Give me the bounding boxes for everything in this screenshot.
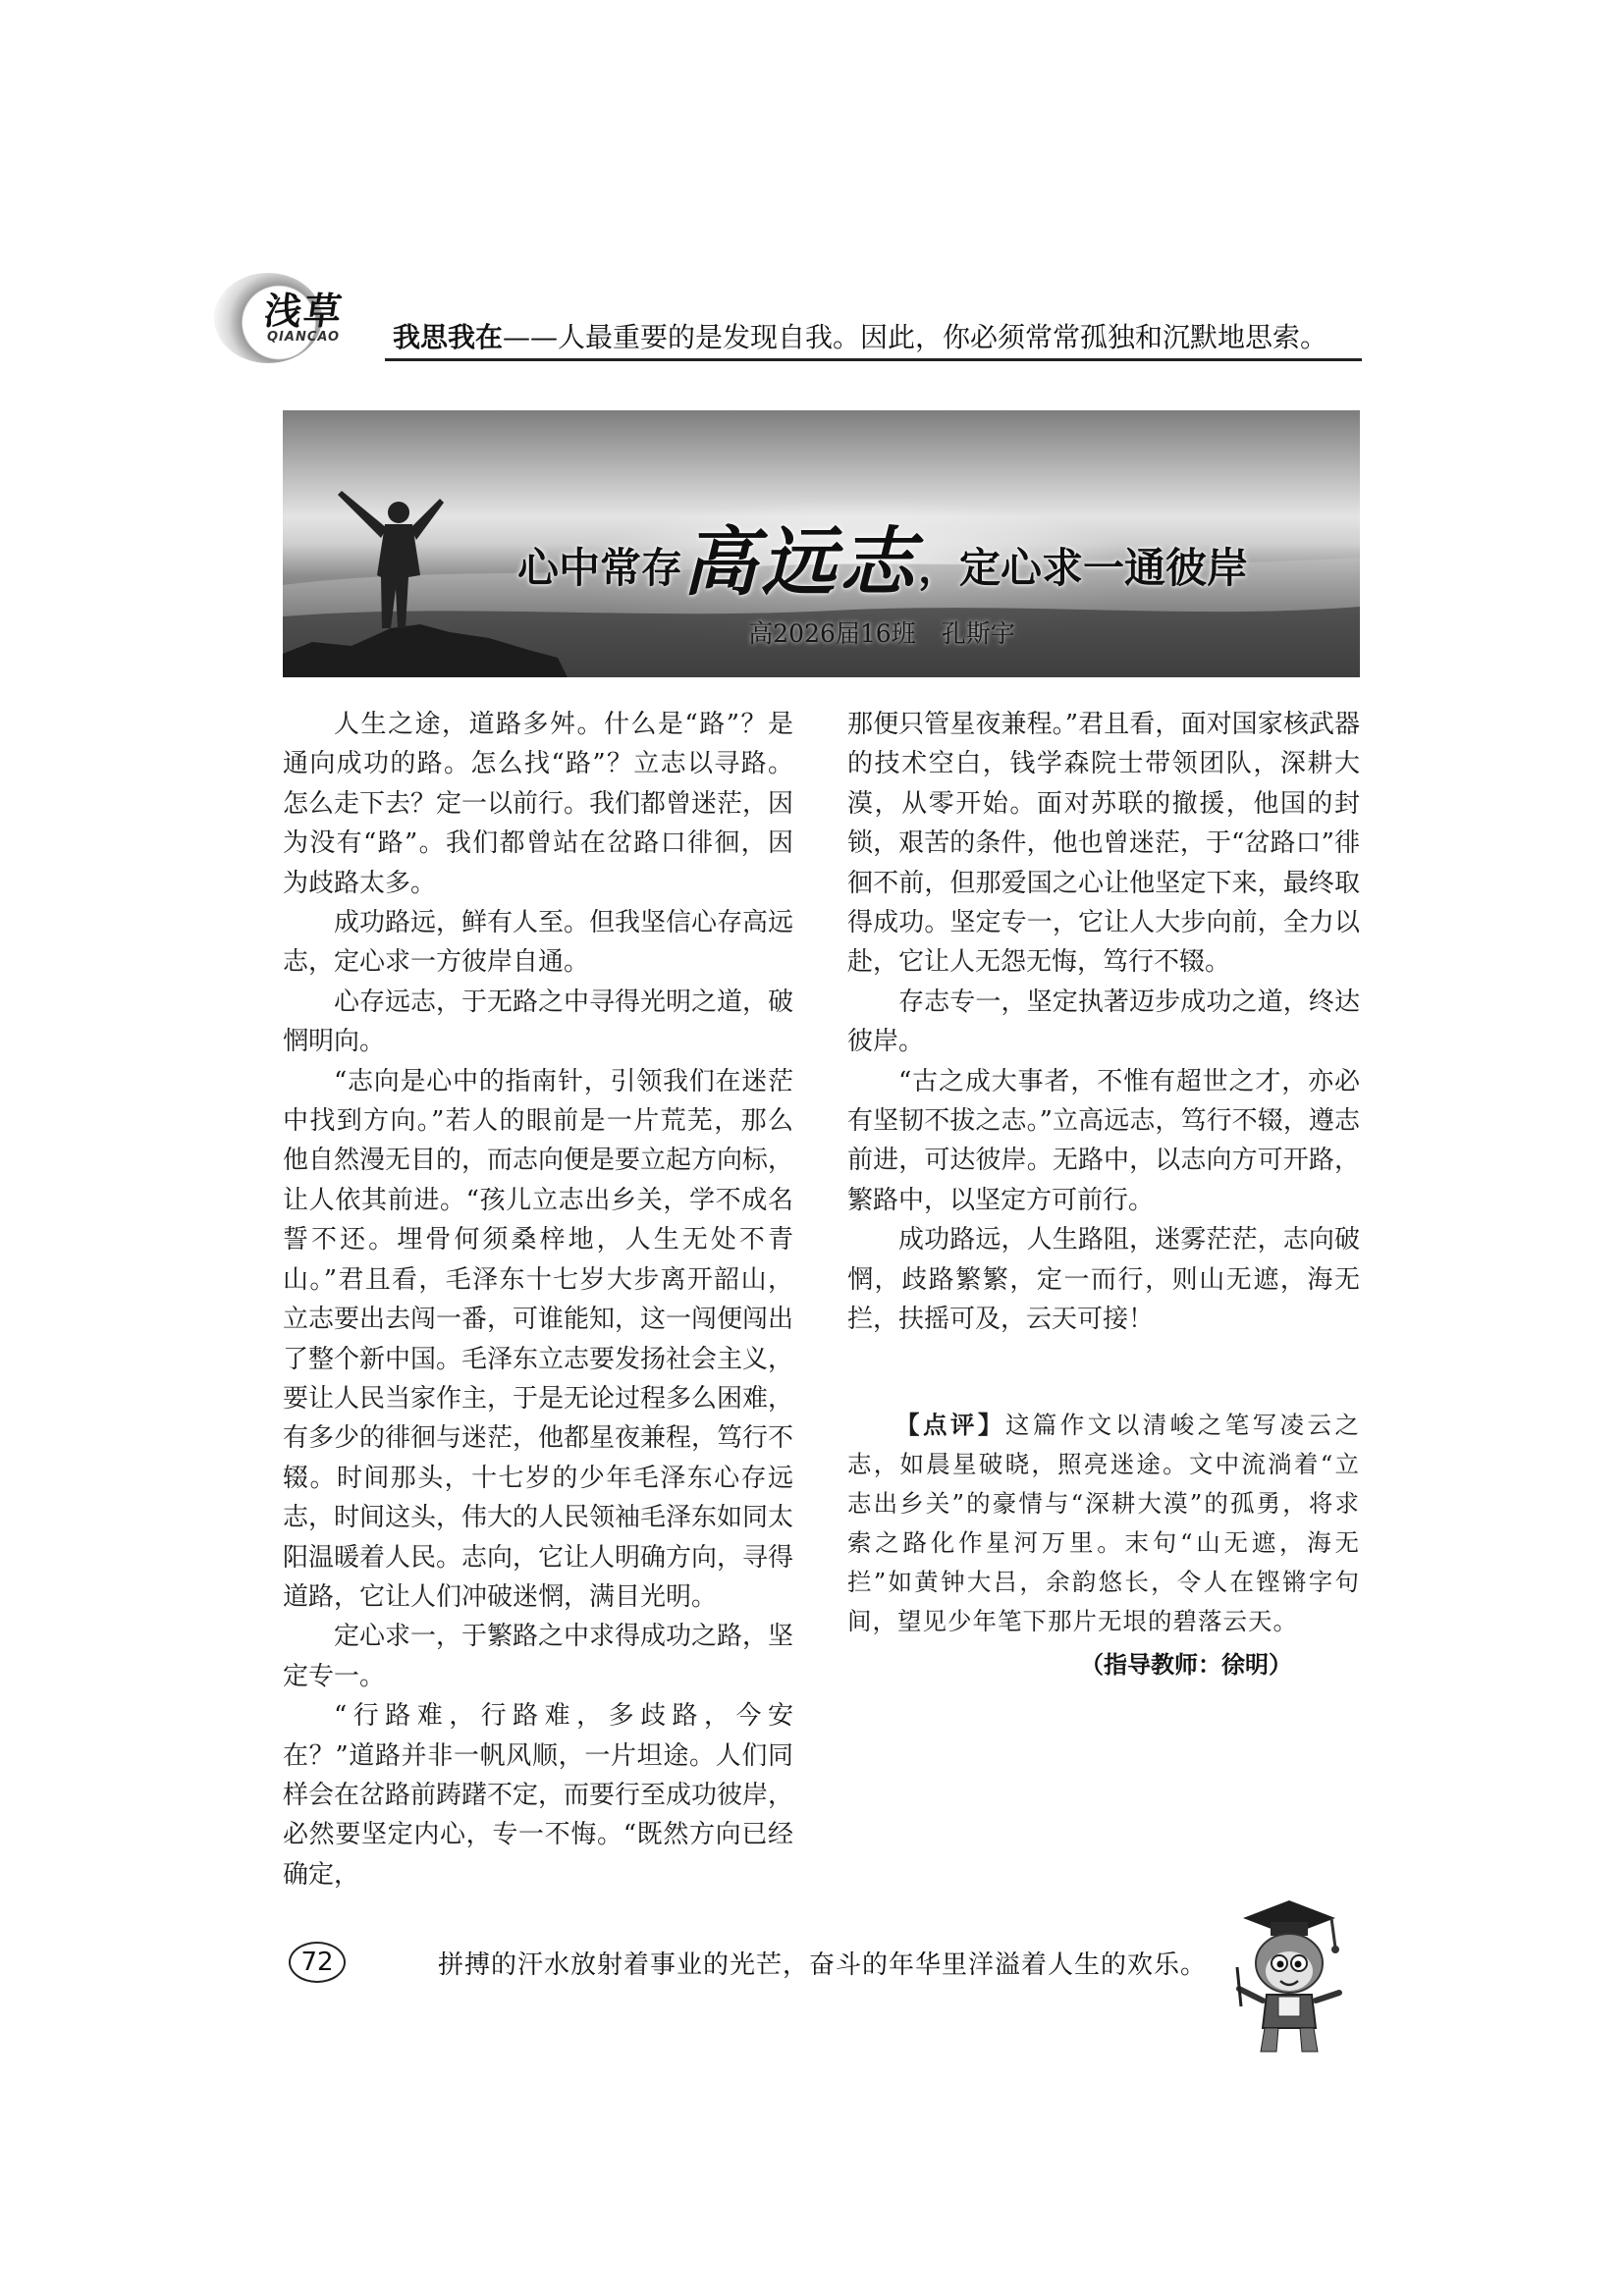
paragraph: “志向是心中的指南针，引领我们在迷茫中找到方向。”若人的眼前是一片荒芜，那么他自然漫无目的，而志向便是要立起方向标，让人依其前进。“孩儿立志出乡关，学不成名誓不还。埋骨何须桑梓地，人生无处不青山。”君且看，毛泽东十七岁大步离开韶山，立志要出去闯一番，可谁能知，这一闯便闯出了整个新中国。毛泽东立志要发扬社会主义，要让人民当家作主，于是无论过程多么困难，有多少的徘徊与迷茫，他都星夜兼程，笃行不辍。时间那头，十七岁的少年毛泽东心存远志，时间这头，伟大的人民领袖毛泽东如同太阳温暖着人民。志向，它让人明确方向，寻得道路，它让人们冲破迷惘，满目光明。 xyxy=(283,1066,794,1612)
paragraph: 成功路远，人生路阻，迷雾茫茫，志向破惘，歧路繁繁，定一而行，则山无遮，海无拦，扶摇可及，云天可接！ xyxy=(847,1225,1360,1335)
title-banner xyxy=(283,410,1360,677)
paragraph: 人生之途，道路多舛。什么是“路”？是通向成功的路。怎么找“路”？立志以寻路。怎么走下去？定一以前行。我们都曾迷茫，因为没有“路”。我们都曾站在岔路口徘徊，因为歧路太多。 xyxy=(283,710,794,898)
comment-text: 这篇作文以清峻之笔写凌云之志，如晨星破晓，照亮迷途。文中流淌着“立志出乡关”的豪情与“深耕大漠”的孤勇，将求索之路化作星河万里。末句“山无遮，海无拦”如黄钟大吕，余韵悠长，令人在铿锵字句间，望见少年笔下那片无垠的碧落云天。 xyxy=(847,1411,1360,1635)
logo-chinese-title: 浅草 xyxy=(261,290,347,333)
paragraph: 定心求一，于繁路之中求得成功之路，坚定专一。 xyxy=(283,1622,794,1691)
paragraph: 存志专一，坚定执著迈步成功之道，终达彼岸。 xyxy=(847,987,1360,1057)
paragraph-continued: 那便只管星夜兼程。”君且看，面对国家核武器的技术空白，钱学森院士带领团队，深耕大漠，从零开始。面对苏联的撤援，他国的封锁，艰苦的条件，他也曾迷茫，于“岔路口”徘徊不前，但那爱国之心让他坚定下来，最终取得成功。坚定专一，它让人大步向前，全力以赴，它让人无怨无悔，笃行不辍。 xyxy=(847,710,1360,978)
author-byline xyxy=(685,614,1078,650)
page-number: 72 xyxy=(289,1942,346,1983)
paragraph: 成功路远，鲜有人至。但我坚信心存高远志，定心求一方彼岸自通。 xyxy=(283,908,794,978)
running-header xyxy=(393,320,1327,355)
logo-english-title: QIANCAO xyxy=(267,330,341,345)
comment-tag: 【点评】 xyxy=(895,1411,1005,1439)
title-part-1: 心中常存 xyxy=(516,544,682,592)
advisor-credit: （指导教师：徐明） xyxy=(1080,1651,1292,1679)
magazine-logo xyxy=(214,273,381,363)
author-name: 孔斯宇 xyxy=(941,619,1015,648)
paragraph: 心存远志，于无路之中寻得光明之道，破惘明向。 xyxy=(283,987,794,1057)
article-column-left xyxy=(283,705,793,1895)
section-tagline: ——人最重要的是发现自我。因此，你必须常常孤独和沉默地思索。 xyxy=(503,321,1328,353)
article-title xyxy=(465,503,1300,610)
paragraph: “行路难，行路难，多歧路，今安在？”道路并非一帆风顺，一片坦途。人们同样会在岔路前踌躇不定，而要行至成功彼岸，必然要坚定内心，专一不悔。“既然方向已经确定， xyxy=(283,1701,794,1890)
teacher-comment xyxy=(847,1406,1360,1641)
author-class: 高2026届16班 xyxy=(748,619,916,648)
article-column-right xyxy=(847,705,1360,1340)
header-rule xyxy=(385,358,1362,361)
graduate-mascot-icon xyxy=(1225,1898,1353,2056)
footer-motto: 拼搏的汗水放射着事业的光芒，奋斗的年华里洋溢着人生的欢乐。 xyxy=(438,1950,1208,1980)
section-name: 我思我在 xyxy=(393,321,504,353)
paragraph: “古之成大事者，不惟有超世之才，亦必有坚韧不拔之志。”立高远志，笃行不辍，遵志前进，可达彼岸。无路中，以志向方可开路，繁路中，以坚定方可前行。 xyxy=(847,1066,1360,1215)
title-part-2: ，定心求一通彼岸 xyxy=(918,544,1249,592)
title-highlight: 高远志 xyxy=(682,518,918,606)
